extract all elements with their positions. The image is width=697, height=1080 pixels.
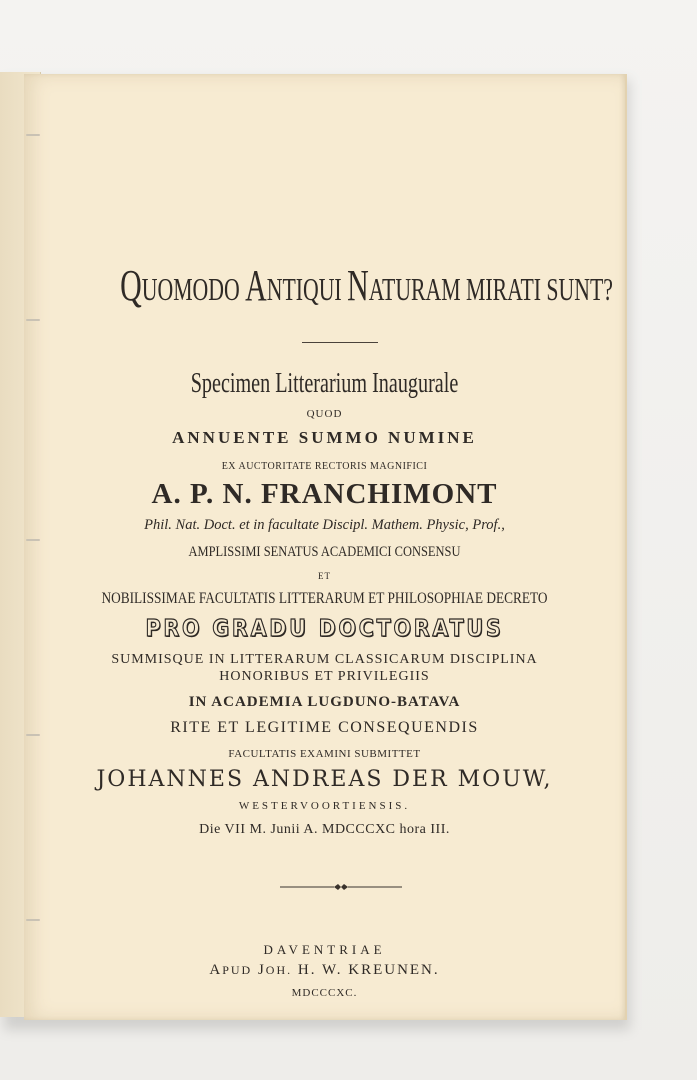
author-origin: WESTERVOORTIENSIS. [238, 800, 411, 812]
binding-stitch [26, 134, 40, 136]
specimen-line: Specimen Litterarium Inaugurale [190, 368, 459, 399]
quod-line: QUOD [306, 408, 343, 420]
imprint-year: MDCCCXC. [291, 987, 358, 999]
et-line: ET [318, 571, 331, 581]
defense-date: Die VII M. Junii A. MDCCCXC hora III. [199, 822, 450, 837]
title-word: NATURAM [347, 261, 461, 310]
author-name: JOHANNES ANDREAS DER MOUW, [96, 767, 553, 792]
honors-line: HONORIBUS ET PRIVILEGIIS [219, 669, 430, 684]
title-word: ANTIQUI [245, 261, 342, 310]
discipline-line: SUMMISQUE IN LITTERARUM CLASSICARUM DISCIPLINA [111, 652, 538, 667]
binding-stitch [26, 919, 40, 921]
examination-line: FACULTATIS EXAMINI SUBMITTET [228, 748, 421, 760]
rite-line: RITE ET LEGITIME CONSEQUENDIS [170, 719, 479, 736]
ornament-divider-icon [280, 881, 402, 893]
binding-stitch [26, 539, 40, 541]
imprint-place: DAVENTRIAE [263, 942, 386, 957]
rector-name: A. P. N. FRANCHIMONT [151, 478, 498, 510]
rector-title: Phil. Nat. Doct. et in facultate Discipl. Mathem. Physic, Prof., [144, 517, 505, 533]
auctoritate-line: EX AUCTORITATE RECTORIS MAGNIFICI [221, 461, 428, 472]
thesis-title [120, 260, 613, 311]
title-rule [302, 342, 378, 343]
title-word: QUOMODO [120, 261, 240, 310]
degree-heading: PRO GRADU DOCTORATUS [145, 616, 504, 642]
senate-line: AMPLISSIMI SENATUS ACADEMICI CONSENSU [188, 544, 461, 560]
title-page [24, 74, 627, 1020]
faculty-decree-line: NOBILISSIMAE FACULTATIS LITTERARUM ET PHILOSOPHIAE DECRETO [101, 590, 548, 607]
title-word: SUNT? [546, 271, 613, 307]
binding-stitch [26, 319, 40, 321]
title-word: MIRATI [466, 271, 541, 307]
annuente-line: ANNUENTE SUMMO NUMINE [172, 428, 477, 447]
imprint-publisher: APUD JOH. H. W. KREUNEN. [209, 962, 440, 978]
academy-line: IN ACADEMIA LUGDUNO-BATAVA [188, 694, 461, 710]
